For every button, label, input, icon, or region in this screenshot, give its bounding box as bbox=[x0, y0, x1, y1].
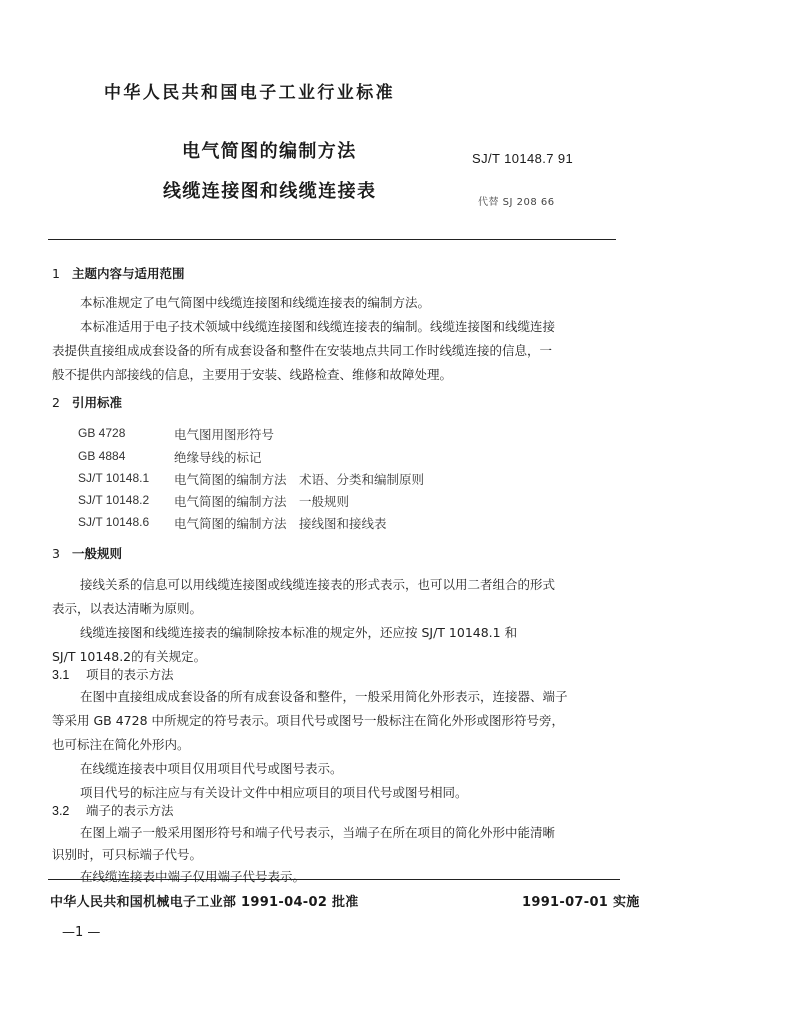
header-divider bbox=[48, 239, 616, 240]
reference-title: 电气图用图形符号 bbox=[174, 427, 275, 442]
page-number: —1 — bbox=[62, 925, 101, 940]
section-3-title: 一般规则 bbox=[72, 546, 123, 561]
reference-code: SJ/T 10148.6 bbox=[78, 515, 150, 529]
reference-title: 电气简图的编制方法 一般规则 bbox=[174, 494, 350, 509]
section-3-number: 3 bbox=[52, 546, 60, 561]
section-2-title: 引用标准 bbox=[72, 395, 123, 410]
section-1-heading bbox=[52, 264, 185, 282]
reference-title: 绝缘导线的标记 bbox=[174, 450, 262, 465]
section-3-para-1-line-2: 表示，以表达清晰为原则。 bbox=[52, 601, 203, 616]
section-1-para-2-line-1: 本标准适用于电子技术领域中线缆连接图和线缆连接表的编制。线缆连接图和线缆连接 bbox=[80, 319, 556, 334]
replaces-note: 代替 SJ 208 66 bbox=[478, 197, 555, 208]
subsection-3-1-para-1-line-1: 在图中直接组成成套设备的所有成套设备和整件，一般采用简化外形表示，连接器、端子 bbox=[80, 689, 568, 704]
approval-date: 中华人民共和国机械电子工业部 1991-04-02 批准 bbox=[50, 895, 359, 910]
subsection-3-1-para-2: 在线缆连接表中项目仅用项目代号或图号表示。 bbox=[80, 761, 343, 776]
subsection-3-1-title: 项目的表示方法 bbox=[86, 667, 174, 682]
subsection-3-1-para-1-line-2: 等采用 GB 4728 中所规定的符号表示。项目代号或图号一般标注在简化外形或图形符号旁， bbox=[52, 713, 564, 728]
reference-code: GB 4884 bbox=[78, 449, 126, 463]
section-1-title: 主题内容与适用范围 bbox=[72, 266, 185, 281]
subsection-3-2-number: 3.2 bbox=[52, 804, 70, 818]
section-1-para-2-line-2: 表提供直接组成成套设备的所有成套设备和整件在安装地点共同工作时线缆连接的信息，一 bbox=[52, 343, 553, 358]
reference-code: GB 4728 bbox=[78, 426, 126, 440]
section-2-heading bbox=[52, 393, 122, 411]
subsection-3-2-para-2: 在线缆连接表中端子仅用端子代号表示。 bbox=[80, 869, 306, 884]
section-1-para-1: 本标准规定了电气简图中线缆连接图和线缆连接表的编制方法。 bbox=[80, 295, 431, 310]
section-3-heading bbox=[52, 544, 122, 562]
subsection-3-1-heading bbox=[52, 665, 174, 683]
footer-divider bbox=[48, 879, 620, 880]
section-1-number: 1 bbox=[52, 266, 60, 281]
reference-title: 电气简图的编制方法 术语、分类和编制原则 bbox=[174, 472, 425, 487]
reference-code: SJ/T 10148.1 bbox=[78, 471, 150, 485]
subsection-3-2-title: 端子的表示方法 bbox=[86, 803, 174, 818]
section-3-para-2-line-2: SJ/T 10148.2的有关规定。 bbox=[52, 649, 207, 664]
reference-code: SJ/T 10148.2 bbox=[78, 493, 150, 507]
standard-code: SJ/T 10148.7 91 bbox=[472, 151, 574, 166]
section-3-para-2-line-1: 线缆连接图和线缆连接表的编制除按本标准的规定外，还应按 SJ/T 10148.1 和 bbox=[80, 625, 518, 640]
reference-title: 电气简图的编制方法 接线图和接线表 bbox=[174, 516, 387, 531]
implementation-date: 1991-07-01 实施 bbox=[522, 895, 640, 910]
subsection-3-2-para-1-line-1: 在图上端子一般采用图形符号和端子代号表示，当端子在所在项目的简化外形中能清晰 bbox=[80, 825, 556, 840]
section-3-para-1-line-1: 接线关系的信息可以用线缆连接图或线缆连接表的形式表示，也可以用二者组合的形式 bbox=[80, 577, 556, 592]
subsection-3-2-para-1-line-2: 识别时，可只标端子代号。 bbox=[52, 847, 203, 862]
section-2-number: 2 bbox=[52, 395, 60, 410]
document-title-line2: 线缆连接图和线缆连接表 bbox=[163, 181, 377, 202]
subsection-3-2-heading bbox=[52, 801, 174, 819]
standard-category: 中华人民共和国电子工业行业标准 bbox=[104, 83, 395, 103]
subsection-3-1-number: 3.1 bbox=[52, 668, 70, 682]
subsection-3-1-para-1-line-3: 也可标注在简化外形内。 bbox=[52, 737, 190, 752]
section-1-para-2-line-3: 般不提供内部接线的信息，主要用于安装、线路检查、维修和故障处理。 bbox=[52, 367, 453, 382]
document-title-line1: 电气简图的编制方法 bbox=[182, 141, 357, 162]
subsection-3-1-para-3: 项目代号的标注应与有关设计文件中相应项目的项目代号或图号相同。 bbox=[80, 785, 468, 800]
